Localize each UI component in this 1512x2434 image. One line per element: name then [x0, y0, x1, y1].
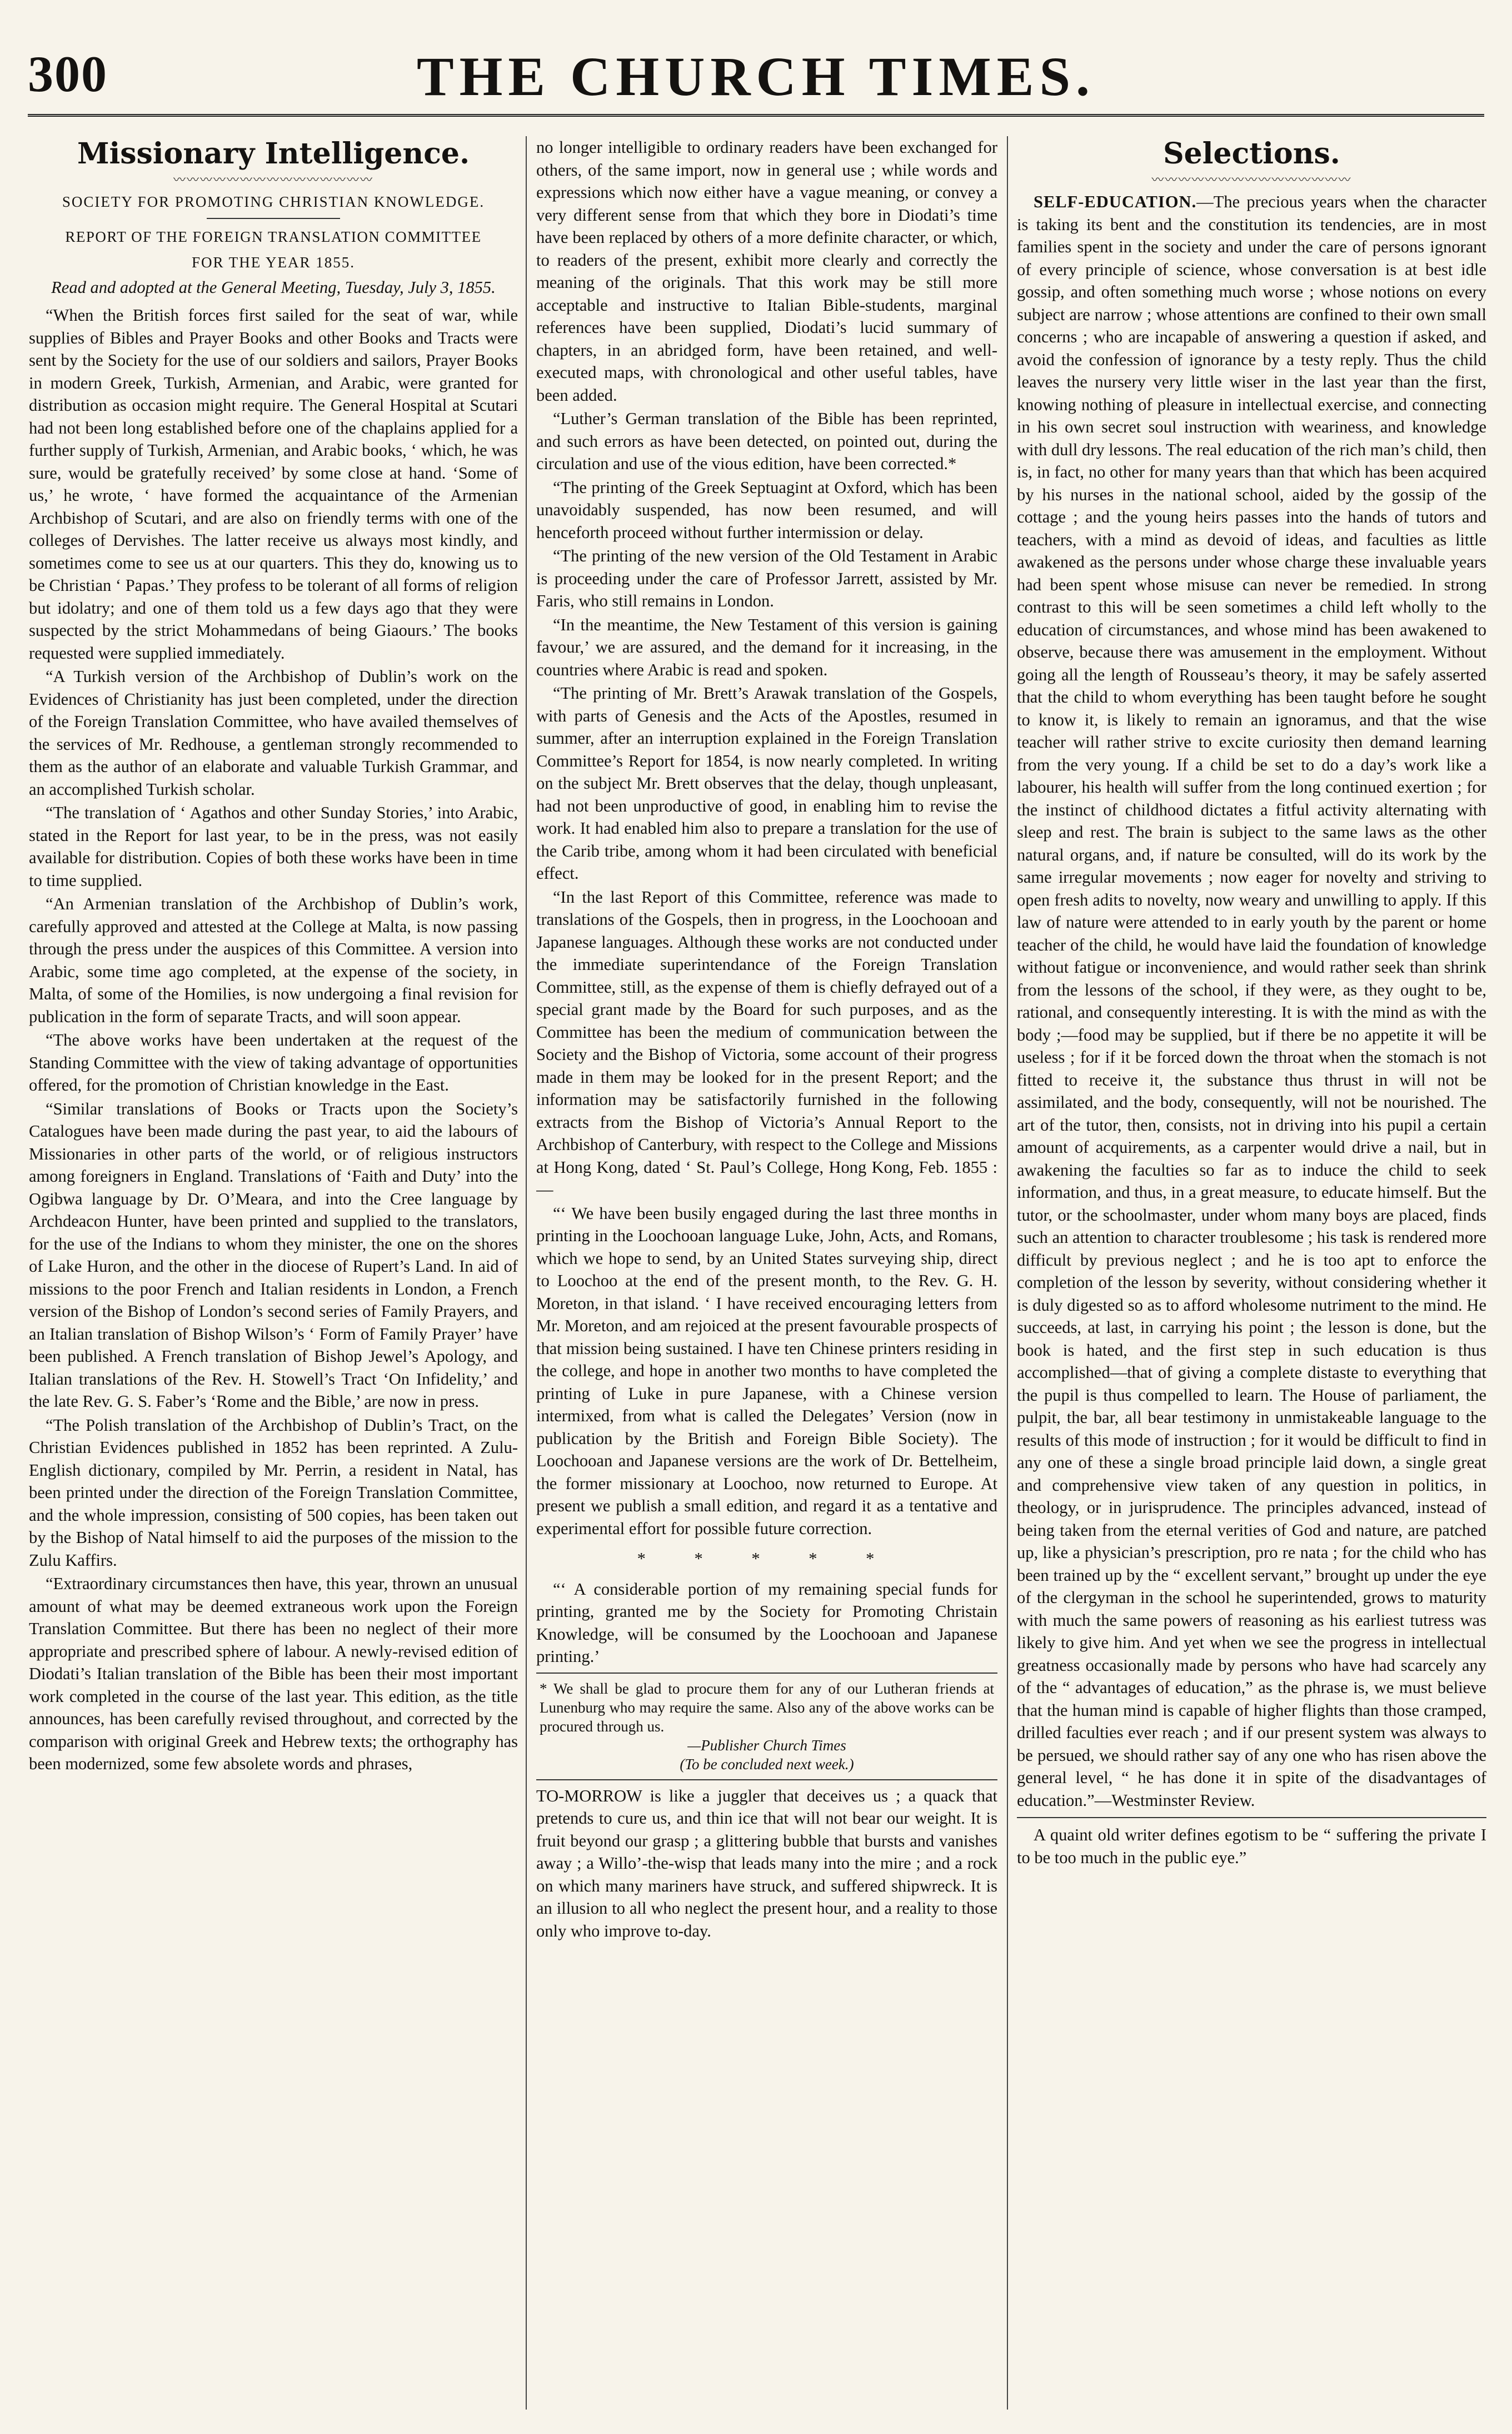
tomorrow-paragraph: TO-MORROW is like a juggler that deceives us ; a quack that pretends to cure us, and thin ice that will not bear our weight. It is fruit beyond our grasp ; a glittering bubble that bursts and vanishes away ; a Willo’-the-wisp that leads many into the mire ; and a rock on which many mariners have struck, and suffered shipwreck. It is an illusion to all who neglect the present hour, and a reality to those only who improve to-day.	[536, 1786, 997, 1940]
masthead	[28, 39, 1484, 122]
article-body: —The precious years when the character is taking its bent and the constitution its tendencies, are in most families spent in the society and under the care of persons ignorant of every principle of science, whose conversation is at best idle gossip, and often something much worse ; whose notions on every subject are narrow ; whose attentions are confined to their own small concerns ; who are incapable of answering a question if asked, and avoid the confession of ignorance by a testy reply. Thus the child leaves the nursery very little wiser in the last year than the first, knowing nothing of pleasure in intellectual exercise, and connecting in his own secret soul instruction with weariness, and knowledge with dull dry lessons. The real education of the rich man’s child, then is, in fact, no other for many years than that which has been acquired by his nurses in the national school, aided by the gossip of the cottage ; and the young heirs passes into the hands of tutors and teachers, with a mind as devoid of ideas, and faculties as little awakened as the persons under whose charge these invaluable years had been spent whose misuse can never be remedied. In strong contrast to this will be seen sometimes a child left wholly to the education of circumstances, and whose mind has been awakened to observe, because there was amusement in the employment. Without going all the length of Rousseau’s theory, it may be safely asserted that the child to whom everything has been taught before he sought to know it, is likely to remain an ignoramus, and that the wise teacher will rather strive to excite curiosity then demand learning from the very young. If a child be set to do a day’s work like a labourer, his health will suffer from the long continued exertion ; for the instinct of childhood dictates a fitful activity alternating with sleep and rest. The brain is subject to the same laws as the other natural organs, and, if nature be consulted, will do its work by the same irregular movements ; now eager for novelty and striving to open fresh adits to novelty, now weary and unwilling to apply. If this law of nature were attended to in early youth by the parent or home teacher of the child, he would have laid the foundation of knowledge without fatigue or inconvenience, and would rather seek than shrink from the lessons of the school, if they were, as they ought to be, rational, and consequently interesting. It is with the mind as with the body ;—food may be supplied, but if there be no appetite it will be useless ; for if it be forced down the throat when the stomach is not fitted to receive it, the substance thus thrust in will not be assimilated, and the body, consequently, will not be nourished. The art of the tutor, then, consists, not in driving into his pupil a certain amount of acquirements, as a carpenter would drive a nail, but in awakening the faculties so far as to induce the child to seek information, and thus, in a great measure, to educate himself. But the tutor, or the schoolmaster, under whom many boys are placed, finds such an attention to character troublesome ; his task is rendered more difficult by previous neglect ; and he is too apt to enforce the completion of the lesson by severity, without considering whether it is duly digested so as to afford wholesome nutriment to the mind. He succeeds, at last, in carrying his point ; the lesson is done, but the book is hated, and the first step in such education is thus accomplished—that of giving a complete distaste to everything that the pupil is thus compelled to learn. The House of parliament, the pulpit, the bar, all bear testimony in unmistakeable language to the results of this mode of instruction ; for it would be difficult to find in any one of these a single broad principle laid down, a single great and comprehensive view taken of any question in politics, in theology, or in jurisprudence. The principles advanced, instead of being taken from the eternal verities of God and nature, are patched up, like a physician’s prescription, pro re nata ; for the child who has been trained up by the “ excellent servant,” brought up under the eye of the clergyman in the school he superintended, grows to maturity with much the same powers of reasoning as his earliest tutress was likely to give him. And yet when we see the progress in intellectual greatness occasionally made by persons who have had scarcely any of the “ advantages of education,” as the phrase is, we must believe that the human mind is capable of higher flights than those cramped, drilled faculties ever reach ; and if our present system was always to be persued, we should rather say of any one who has risen above the general level, “ he has done it in spite of the disadvantages of education.”—Westminster Review.	[1017, 192, 1486, 1810]
article-paragraph: “In the meantime, the New Testament of this version is gaining favour,’ we are assured, and the demand for it increasing, in the countries where Arabic is read and spoken.	[536, 615, 997, 679]
article-paragraph: “‘ We have been busily engaged during the last three months in printing in the Loochooan language Luke, John, Acts, and Romans, which we hope to send, by an United States surveying ship, direct to Loochoo at the end of the present month, to the Rev. G. H. Moreton, in that island. ‘ I have received encouraging letters from Mr. Moreton, and am rejoiced at the present favourable prospects of that mission being sustained. I have ten Chinese printers residing in the college, and hope in another two months to have completed the printing of Luke in pure Japanese, with a Chinese version intermixed, from what is called the Delegates’ Version (now in publication by the British and Foreign Bible Society). The Loochooan and Japanese versions are the work of Dr. Bettelheim, the former missionary at Loochoo, now returned to Europe. At present we publish a small edition, and regard it as a tentative and experimental effort for possible future correction.	[536, 1203, 997, 1538]
masthead-rule	[28, 114, 1484, 117]
article-paragraph: “The above works have been undertaken at the request of the Standing Committee with the view of taking advantage of opportunities offered, for the promotion of Christian knowledge in the East.	[29, 1031, 518, 1094]
ornament-rule: 〰〰〰〰〰〰〰〰〰〰〰〰〰〰〰	[1151, 173, 1352, 187]
article-paragraph: “An Armenian translation of the Archbishop of Dublin’s work, carefully approved and attested at the College at Malta, is now passing through the press under the auspices of this Committee. A version into Arabic, some time ago completed, at the expense of the society, in Malta, of some of the Homilies, is now undergoing a final revision for publication in the form of separate Tracts, and will soon appear.	[29, 894, 518, 1026]
article-paragraph: “The translation of ‘ Agathos and other Sunday Stories,’ into Arabic, stated in the Report for last year, to be in the press, was not easily available for distribution. Copies of both these works have been in time to time supplied.	[29, 803, 518, 890]
section-heading-missionary: Missionary Intelligence.	[77, 137, 470, 171]
article-paragraph: “When the British forces first sailed for the seat of war, while supplies of Bibles and Prayer Books and other Books and Tracts were sent by the Society for the use of our soldiers and sailors, Prayer Books in modern Greek, Turkish, Armenian, and Arabic, were granted for distribution as occasion might require. The General Hospital at Scutari had not been long established before one of the chaplains applied for a further supply of Turkish, Armenian, and Arabic books, ‘ which, he was sure, would be gratefully received’ by some close at hand. ‘Some of us,’ he wrote, ‘ have formed the acquaintance of the Armenian Archbishop of Scutari, and are also on friendly terms with one of the colleges of Dervishes. The latter receive us always most kindly, and sometimes come to see us at our quarters. This they do, knowing us to be Christian ‘ Papas.’ They profess to be tolerant of all forms of religion but idolatry; and one of them told us a few days ago that they were suspected by the strict Mohammedans of being Giaours.’ The books requested were supplied immediately.	[29, 306, 518, 663]
short-rule	[207, 218, 340, 219]
self-education-article	[1017, 191, 1486, 1811]
publisher-note-text: * We shall be glad to procure them for any of our Lutheran friends at Lunenburg who may require the same. Also any of the above works can be procured through us.	[540, 1680, 994, 1735]
column-selections	[1017, 136, 1486, 2410]
article-paragraph: “Extraordinary circumstances then have, this year, thrown an unusual amount of what may be deemed extraneous work upon the Foreign Translation Committee. But there has been no neglect of their more appropriate and prescribed sphere of labour. A newly-revised edition of Diodati’s Italian translation of the Bible has been their most important work completed in the course of the last year. This edition, as the title announces, has been carefully revised throughout, and corrected by the comparison with original Greek and Hebrew texts; the orthography has been modernized, some few absolete words and phrases,	[29, 1574, 518, 1773]
to-be-concluded: (To be concluded next week.)	[680, 1755, 854, 1773]
report-year: FOR THE YEAR 1855.	[191, 254, 356, 271]
article-paragraph: “Luther’s German translation of the Bible has been reprinted, and such errors as have been detected, on pointed out, during the circulation and use of the vious edition, have been corrected.*	[536, 409, 997, 473]
article-paragraph: “The Polish translation of the Archbishop of Dublin’s Tract, on the Christian Evidences published in 1852 has been reprinted. A Zulu-English dictionary, compiled by Mr. Perrin, a resident in Natal, has been printed under the direction of the Foreign Translation Committee, and the whole impression, consisting of 500 copies, has been taken out by the Bishop of Natal himself to aid the purposes of the mission to the Zulu Kaffirs.	[29, 1415, 518, 1570]
newspaper-title: THE CHURCH TIMES.	[416, 46, 1096, 107]
section-heading-selections: Selections.	[1163, 137, 1340, 171]
column-divider-2	[1007, 136, 1008, 2410]
quaint-writer-paragraph: A quaint old writer defines egotism to be “ suffering the private I to be too much in the public eye.”	[1017, 1825, 1486, 1867]
publisher-note-signature: —Publisher Church Times	[687, 1736, 846, 1754]
article-paragraph: “In the last Report of this Committee, reference was made to translations of the Gospels, then in progress, in the Loochooan and Japanese languages. Although these works are not conducted under the immediate superintendance of the Foreign Translation Committee, still, as the expense of them is chiefly defrayed out of a special grant made by the Board for such purposes, and as the Committee has been the medium of communication between the Society and the Bishop of Victoria, some account of their progress made in them may be looked for in the present Report; and the information may be satisfactorily furnished in the following extracts from the Bishop of Victoria’s Annual Report to the Archbishop of Canterbury, with respect to the College and Missions at Hong Kong, dated ‘ St. Paul’s College, Hong Kong, Feb. 1855 :—	[536, 887, 997, 1199]
report-title: REPORT OF THE FOREIGN TRANSLATION COMMITTEE	[65, 228, 482, 245]
article-paragraph: no longer intelligible to ordinary readers have been exchanged for others, of the same import, now in general use ; while words and expressions which now either have a vague meaning, or convey a very different sense from that which they bore in Diodati’s time have been replaced by others of a more definite character, or which, to readers of the present, exhibit more clearly and correctly the meaning of the originals. That this work may be still more acceptable and instructive to Italian Bible-students, marginal references have been supplied, Diodati’s lucid summary of chapters, in an abridged form, have been retained, and well-executed maps, with chronological and other useful tables, have been added.	[536, 138, 997, 405]
article-paragraph: “‘ A considerable portion of my remaining special funds for printing, granted me by the Society for Promoting Christain Knowledge, will be consumed by the Loochooan and Japanese printing.’	[536, 1579, 997, 1666]
page-number: 300	[28, 46, 108, 102]
article-paragraph: “A Turkish version of the Archbishop of Dublin’s work on the Evidences of Christianity has just been completed, under the direction of the Foreign Translation Committee, who have availed themselves of the services of Mr. Redhouse, a gentleman strongly recommended to them as the author of an elaborate and valuable Turkish Grammar, and an accomplished Turkish scholar.	[29, 667, 518, 799]
report-adopted-line: Read and adopted at the General Meeting, Tuesday, July 3, 1855.	[51, 277, 496, 297]
article-paragraph: “Similar translations of Books or Tracts upon the Society’s Catalogues have been made during the past year, to aid the labours of Missionaries in other parts of the world, or of religious instructors among foreigners in England. Translations of ‘Faith and Duty’ into the Ogibwa language by Dr. O’Meara, and into the Cree language by Archdeacon Hunter, have been printed and supplied to the translators, for the use of the Indians to whom they minister, the one on the shores of Lake Huron, and the other in the diocese of Rupert’s Land. In aid of missions to the poor French and Italian residents in London, a French version of the Bishop of London’s second series of Family Prayers, and an Italian translation of Bishop Wilson’s ‘ Form of Family Prayer’ have been published. A French translation of Bishop Jewel’s Apology, and Italian translations of the Rev. H. Stowell’s Tract ‘On Infidelity,’ and the late Rev. G. S. Faber’s ‘Rome and the Bible,’ are now in press.	[29, 1099, 518, 1411]
article-paragraph: “The printing of the new version of the Old Testament in Arabic is proceeding under the care of Professor Jarrett, assisted by Mr. Faris, who still remains in London.	[536, 546, 997, 610]
publisher-note	[536, 1673, 997, 1780]
article-separator	[1017, 1817, 1486, 1818]
society-name: SOCIETY FOR PROMOTING CHRISTIAN KNOWLEDGE.	[62, 193, 485, 210]
ellipsis-stars: * * * * *	[637, 1549, 897, 1568]
column-divider-1	[526, 136, 527, 2410]
article-paragraph: “The printing of the Greek Septuagint at Oxford, which has been unavoidably suspended, has now been resumed, and will henceforth proceed without further intermission or delay.	[536, 477, 997, 542]
article-lead-in: SELF-EDUCATION.	[1034, 192, 1197, 211]
column-missionary-intelligence	[29, 136, 518, 2410]
column-report-continued	[536, 136, 997, 2410]
article-paragraph: “The printing of Mr. Brett’s Arawak translation of the Gospels, with parts of Genesis and the Acts of the Apostles, resumed in summer, after an interruption explained in the Foreign Translation Committee’s Report for 1854, is now nearly completed. In writing on the subject Mr. Brett observes that the delay, though unpleasant, had not been unproductive of good, in enabling him to revise the work. It had enabled him also to prepare a translation for the use of the Carib tribe, among whom it had been circulated with beneficial effect.	[536, 684, 997, 883]
ornament-rule: 〰〰〰〰〰〰〰〰〰〰〰〰〰〰〰	[173, 173, 373, 187]
